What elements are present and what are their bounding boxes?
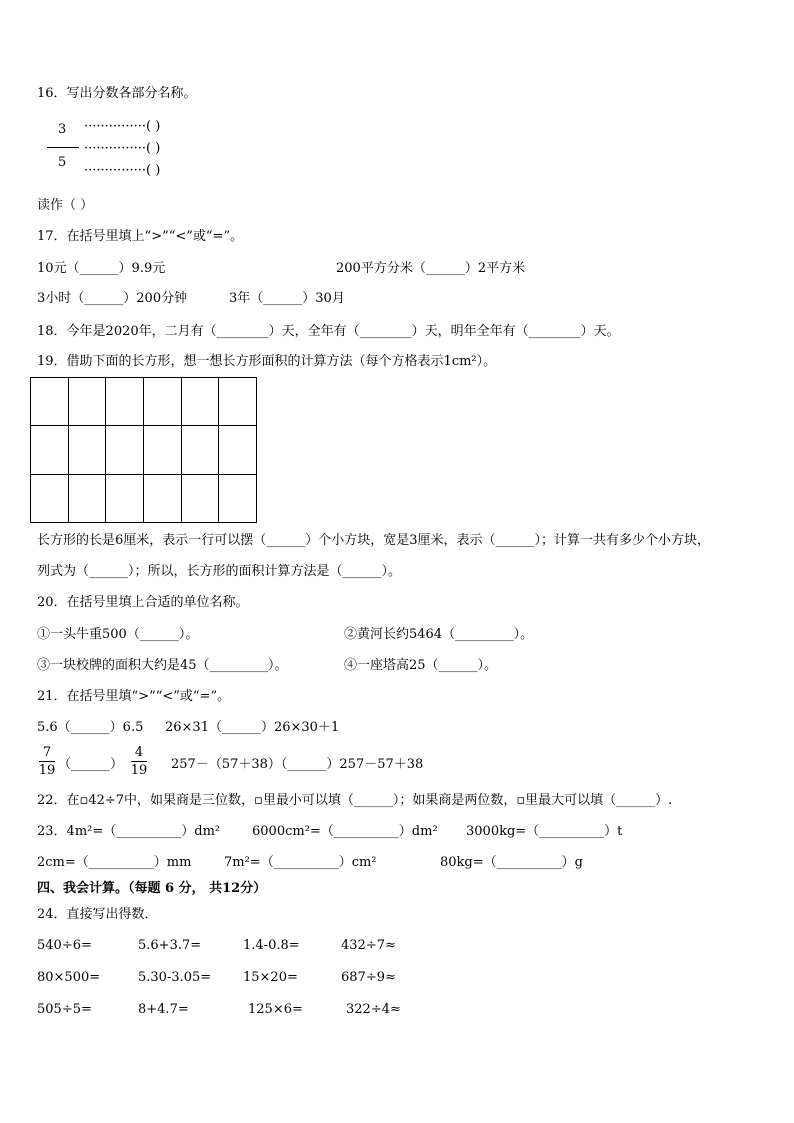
calc-item[interactable]: 5.30-3.05=	[138, 970, 212, 985]
q23-item-e[interactable]: 7m²=（__________）cm²	[224, 855, 377, 870]
q20-title: 20．在括号里填上合适的单位名称。	[37, 595, 249, 610]
calc-item[interactable]: 8+4.7=	[138, 1002, 189, 1017]
q21-item-a[interactable]: 5.6（______）6.5	[37, 720, 144, 735]
fraction-numerator: 4	[134, 745, 144, 760]
q22-text[interactable]: 22．在▫42÷7中，如果商是三位数，▫里最小可以填（______）；如果商是两位数，▫里最大可以填（______）.	[37, 793, 673, 808]
q23-item-d[interactable]: 2cm=（__________）mm	[37, 855, 192, 870]
section-heading: 四、我会计算。（每题 6 分， 共12分）	[37, 881, 267, 896]
fraction-bar	[39, 761, 55, 762]
grid-row	[31, 378, 257, 426]
calc-item[interactable]: 687÷9≈	[341, 970, 396, 985]
q18-text[interactable]: 18．今年是2020年，二月有（________）天，全年有（________）天，明年全年有（________）天。	[37, 324, 620, 339]
calc-item[interactable]: 125×6=	[248, 1002, 303, 1017]
q20-item-4[interactable]: ④一座塔高25（______）。	[344, 658, 498, 673]
fraction-denominator: 19	[130, 763, 148, 778]
fraction-bar-blank[interactable]: ···············( )	[84, 141, 161, 156]
denominator-blank[interactable]: ···············( )	[84, 163, 161, 178]
q17-item-b[interactable]: 200平方分米（______）2平方米	[336, 261, 526, 276]
q17-item-a[interactable]: 10元（______）9.9元	[37, 261, 166, 276]
grid-row	[31, 426, 257, 474]
calc-item[interactable]: 322÷4≈	[346, 1002, 401, 1017]
calc-item[interactable]: 80×500=	[37, 970, 101, 985]
q16-title: 16．写出分数各部分名称。	[37, 86, 197, 101]
numerator-blank[interactable]: ···············( )	[84, 119, 161, 134]
q17-title: 17．在括号里填上“>”“<”或“=”。	[37, 229, 244, 244]
grid-row	[31, 474, 257, 522]
q20-item-1[interactable]: ①一头牛重500（______）。	[37, 627, 199, 642]
q21-item-b[interactable]: 26×31（______）26×30＋1	[165, 720, 340, 735]
q21-item-c[interactable]: 257－（57＋38）（______）257－57＋38	[171, 757, 424, 772]
q19-title: 19．借助下面的长方形，想一想长方形面积的计算方法（每个方格表示1cm²）。	[37, 354, 497, 369]
q19-line2[interactable]: 列式为（______）；所以，长方形的面积计算方法是（______）。	[37, 564, 402, 579]
fraction-numerator: 3	[58, 122, 67, 137]
fraction-denominator: 5	[58, 155, 67, 170]
q20-item-3[interactable]: ③一块校牌的面积大约是45（_________）。	[37, 658, 288, 673]
fraction-7-19	[38, 745, 56, 778]
calc-item[interactable]: 1.4-0.8=	[243, 938, 300, 953]
q17-item-d[interactable]: 3年（______）30月	[229, 291, 345, 306]
calc-item[interactable]: 5.6+3.7=	[138, 938, 202, 953]
fraction-denominator: 19	[38, 763, 56, 778]
rectangle-grid	[30, 377, 257, 523]
read-as-blank[interactable]: 读作（ ）	[37, 198, 94, 213]
calc-item[interactable]: 540÷6=	[37, 938, 92, 953]
q23-item-c[interactable]: 3000kg=（__________）t	[466, 824, 623, 839]
q19-line1[interactable]: 长方形的长是6厘米，表示一行可以摆（______）个小方块，宽是3厘米，表示（______）；计算一共有多少个小方块，	[37, 533, 711, 548]
fraction-bar	[131, 761, 147, 762]
q21-title: 21．在括号里填“>”“<”或“=”。	[37, 689, 231, 704]
q24-title: 24．直接写出得数．	[37, 907, 158, 922]
fraction-numerator: 7	[42, 745, 52, 760]
fraction-4-19	[130, 745, 148, 778]
q23-item-b[interactable]: 6000cm²=（__________）dm²	[252, 824, 438, 839]
calc-item[interactable]: 15×20=	[243, 970, 298, 985]
q23-item-a[interactable]: 23．4m²=（__________）dm²	[37, 824, 221, 839]
fraction-bar	[47, 147, 79, 148]
calc-item[interactable]: 505÷5=	[37, 1002, 92, 1017]
calc-item[interactable]: 432÷7≈	[341, 938, 396, 953]
q20-item-2[interactable]: ②黄河长约5464（_________）。	[344, 627, 534, 642]
q21-compare-blank[interactable]: （______）	[58, 757, 124, 772]
q17-item-c[interactable]: 3小时（______）200分钟	[37, 291, 188, 306]
q23-item-f[interactable]: 80kg=（__________）g	[440, 855, 583, 870]
